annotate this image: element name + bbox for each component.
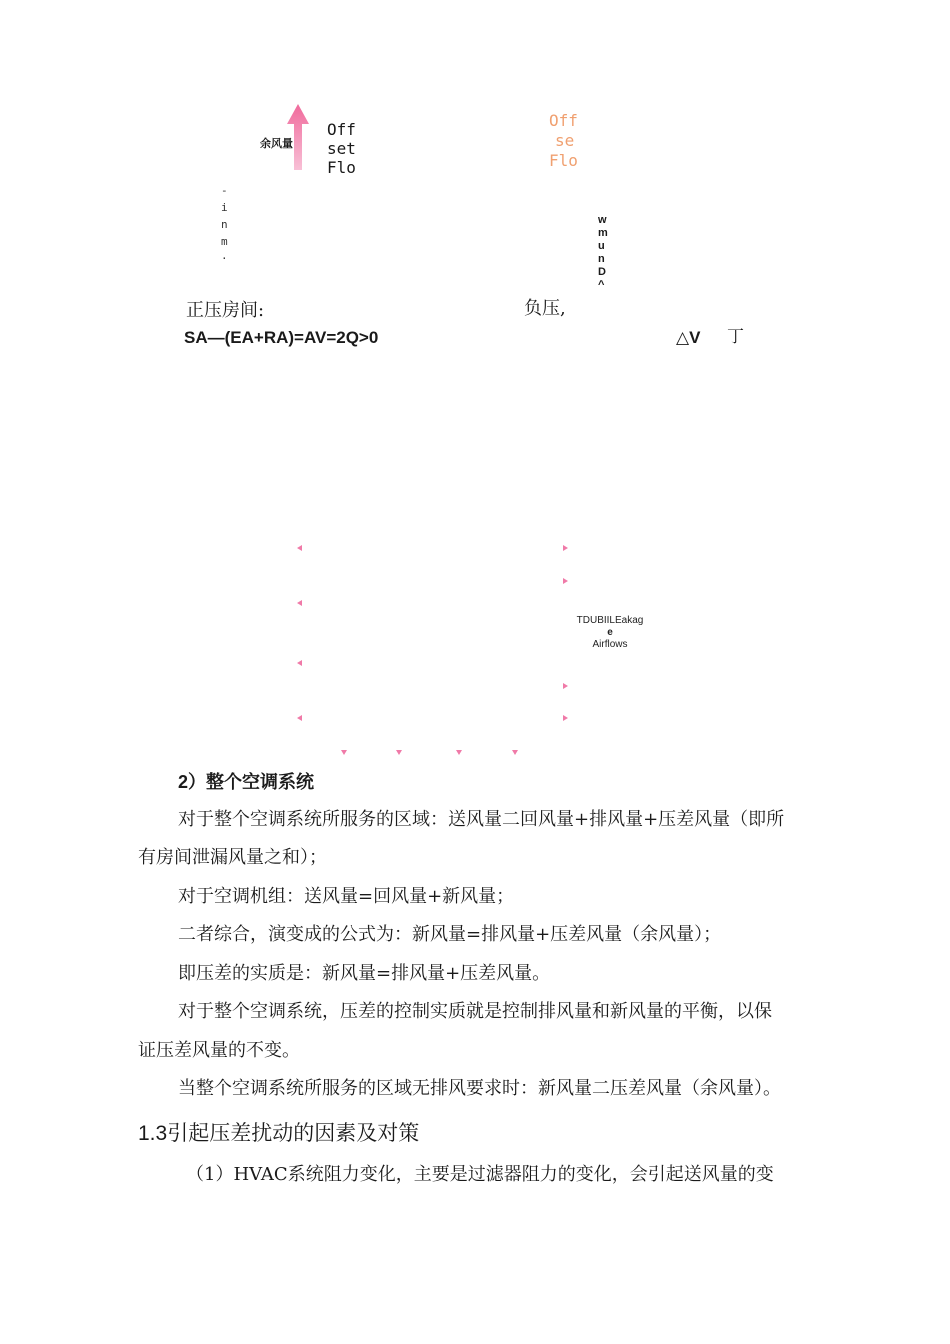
delta-glyph: 丁 xyxy=(727,327,744,347)
paragraph-2: 对于空调机组：送风量=回风量+新风量； xyxy=(178,886,515,907)
offset-flow-text-right: Off se Flo xyxy=(549,111,578,170)
formula: SA—(EA+RA)=AV=2Q>0 xyxy=(184,328,379,347)
arrow-label: 余风量 xyxy=(260,138,293,150)
vertical-text-left: - i n m · xyxy=(221,184,228,265)
section-title: 1.3引起压差扰动的因素及对策 xyxy=(138,1122,420,1145)
vertical-text-right: w m u n D ^ xyxy=(598,214,608,291)
paragraph-1-line-1: 对于整个空调系统所服务的区域：送风量二回风量+排风量+压差风量（即所 xyxy=(178,809,785,830)
offset-flow-text-left: Off set Flo xyxy=(327,120,356,177)
arrow-left-icon xyxy=(297,660,302,666)
arrow-left-icon xyxy=(297,600,302,606)
paragraph-5-line-1: 对于整个空调系统，压差的控制实质就是控制排风量和新风量的平衡，以保 xyxy=(178,1001,772,1022)
leakage-airflows-label: TDUBIILEakag e Airflows xyxy=(576,615,644,650)
paragraph-3: 二者综合，演变成的公式为：新风量=排风量+压差风量（余风量）； xyxy=(178,924,722,945)
negative-room-label: 负压, xyxy=(524,298,566,319)
arrow-down-icon xyxy=(341,750,347,755)
arrow-left-icon xyxy=(297,715,302,721)
positive-room-label: 正压房间: xyxy=(186,300,265,321)
paragraph-7: （1）HVAC系统阻力变化，主要是过滤器阻力的变化，会引起送风量的变 xyxy=(186,1164,774,1185)
arrow-right-icon xyxy=(563,578,568,584)
delta-text: △V xyxy=(676,328,701,347)
arrow-right-icon xyxy=(563,545,568,551)
paragraph-5-line-2: 证压差风量的不变。 xyxy=(138,1040,300,1061)
arrow-right-icon xyxy=(563,683,568,689)
subheading: 2）整个空调系统 xyxy=(178,772,315,792)
paragraph-1-line-2: 有房间泄漏风量之和）； xyxy=(138,847,327,868)
arrow-right-icon xyxy=(563,715,568,721)
arrow-down-icon xyxy=(456,750,462,755)
arrow-left-icon xyxy=(297,545,302,551)
arrow-down-icon xyxy=(512,750,518,755)
arrow-down-icon xyxy=(396,750,402,755)
paragraph-4: 即压差的实质是：新风量=排风量+压差风量。 xyxy=(178,963,551,984)
paragraph-6: 当整个空调系统所服务的区域无排风要求时：新风量二压差风量（余风量）。 xyxy=(178,1078,781,1099)
